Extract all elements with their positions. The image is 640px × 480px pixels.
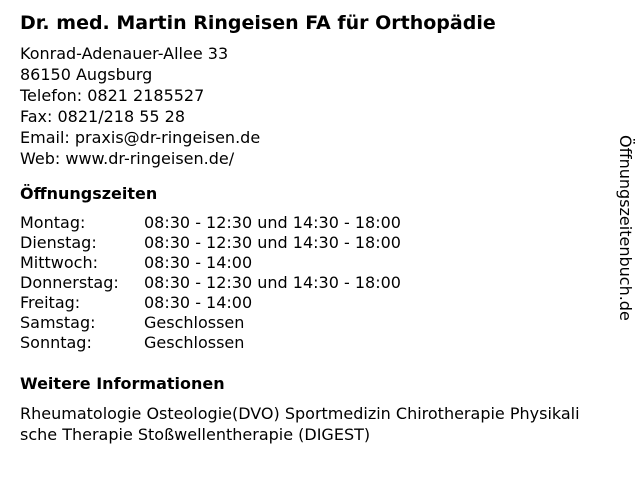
day-label: Samstag: <box>20 313 96 332</box>
opening-hours-heading: Öffnungszeiten <box>20 184 158 203</box>
phone-number: Telefon: 0821 2185527 <box>20 86 205 105</box>
more-info-heading: Weitere Informationen <box>20 374 225 393</box>
page-title: Dr. med. Martin Ringeisen FA für Orthopädie <box>20 12 496 34</box>
hours-row-thursday <box>20 273 401 293</box>
day-label: Dienstag: <box>20 233 97 252</box>
street-address: Konrad-Adenauer-Allee 33 <box>20 44 229 63</box>
day-label: Freitag: <box>20 293 81 312</box>
time-value: 08:30 - 12:30 und 14:30 - 18:00 <box>144 233 401 252</box>
time-value: 08:30 - 14:00 <box>144 293 253 312</box>
time-value: Geschlossen <box>144 313 245 332</box>
hours-row-saturday <box>20 313 401 333</box>
hours-row-sunday <box>20 333 401 353</box>
day-label: Mittwoch: <box>20 253 98 272</box>
hours-row-monday <box>20 213 401 233</box>
hours-row-friday <box>20 293 401 313</box>
contact-block <box>20 43 260 169</box>
site-watermark: Öffnungszeitenbuch.de <box>616 135 635 321</box>
time-value: Geschlossen <box>144 333 245 352</box>
more-info-line: sche Therapie Stoßwellentherapie (DIGEST) <box>20 425 371 444</box>
website-address: Web: www.dr-ringeisen.de/ <box>20 149 235 168</box>
time-value: 08:30 - 12:30 und 14:30 - 18:00 <box>144 273 401 292</box>
time-value: 08:30 - 14:00 <box>144 253 253 272</box>
email-address: Email: praxis@dr-ringeisen.de <box>20 128 261 147</box>
hours-row-tuesday <box>20 233 401 253</box>
day-label: Donnerstag: <box>20 273 119 292</box>
more-info-text <box>20 403 610 445</box>
fax-number: Fax: 0821/218 55 28 <box>20 107 186 126</box>
opening-hours-list <box>20 213 401 353</box>
more-info-line: Rheumatologie Osteologie(DVO) Sportmedizin Chirotherapie Physikali <box>20 404 580 423</box>
hours-row-wednesday <box>20 253 401 273</box>
day-label: Montag: <box>20 213 86 232</box>
city-postal: 86150 Augsburg <box>20 65 153 84</box>
time-value: 08:30 - 12:30 und 14:30 - 18:00 <box>144 213 401 232</box>
day-label: Sonntag: <box>20 333 92 352</box>
